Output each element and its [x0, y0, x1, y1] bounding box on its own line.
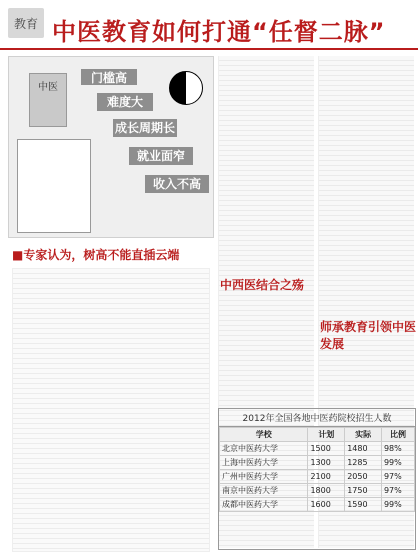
step-5: [145, 175, 209, 193]
table-cell: 1800: [308, 484, 345, 498]
board-text: 中医: [38, 82, 58, 93]
table-cell: 2050: [345, 470, 382, 484]
table-cell: 1300: [308, 456, 345, 470]
table-row: [220, 456, 415, 470]
table-header: 比例: [381, 428, 414, 442]
section-subhead-right: 师承教育引领中医发展: [320, 320, 417, 351]
table-header: 实际: [345, 428, 382, 442]
table-row: [220, 470, 415, 484]
step-2: [97, 93, 153, 111]
table-cell: 南京中医药大学: [220, 484, 308, 498]
table-cell: 97%: [381, 470, 414, 484]
table-cell: 成都中医药大学: [220, 498, 308, 512]
illustration: [8, 56, 214, 238]
table-row: [220, 498, 415, 512]
table-header: 学校: [220, 428, 308, 442]
table-cell: 99%: [381, 498, 414, 512]
table-cell: 1285: [345, 456, 382, 470]
table-cell: 1500: [308, 442, 345, 456]
table-row: [220, 484, 415, 498]
sticker-note: [17, 139, 91, 233]
table-row: [220, 442, 415, 456]
section-subhead-left: ■专家认为，树高不能直插云端: [12, 248, 180, 262]
page-header: [0, 0, 418, 50]
step-label: 门槛高: [90, 71, 127, 85]
step-3: [113, 119, 177, 137]
step-1: [81, 69, 137, 85]
yinyang-icon: [169, 71, 203, 105]
table-cell: 1600: [308, 498, 345, 512]
table-title: 2012年全国各地中医药院校招生人数: [219, 409, 415, 427]
table-cell: 99%: [381, 456, 414, 470]
step-label: 就业面窄: [136, 149, 185, 163]
table: [219, 427, 415, 512]
table-cell: 广州中医药大学: [220, 470, 308, 484]
table-header: 计划: [308, 428, 345, 442]
step-label: 难度大: [106, 95, 143, 109]
step-label: 收入不高: [152, 177, 201, 191]
table-cell: 2100: [308, 470, 345, 484]
brand-logo: [8, 8, 44, 38]
table-cell: 97%: [381, 484, 414, 498]
table-cell: 1750: [345, 484, 382, 498]
table-cell: 98%: [381, 442, 414, 456]
page-title: 中医教育如何打通“任督二脉”: [52, 18, 386, 46]
article-text-left: [12, 268, 210, 552]
section-subhead-middle: 中西医结合之殇: [220, 278, 305, 292]
brand-text: 教育: [13, 16, 38, 31]
table-cell: 上海中医药大学: [220, 456, 308, 470]
stats-table: [218, 408, 416, 550]
table-cell: 北京中医药大学: [220, 442, 308, 456]
board: [29, 73, 67, 127]
table-cell: 1590: [345, 498, 382, 512]
table-cell: 1480: [345, 442, 382, 456]
step-4: [129, 147, 193, 165]
step-label: 成长周期长: [114, 121, 175, 135]
